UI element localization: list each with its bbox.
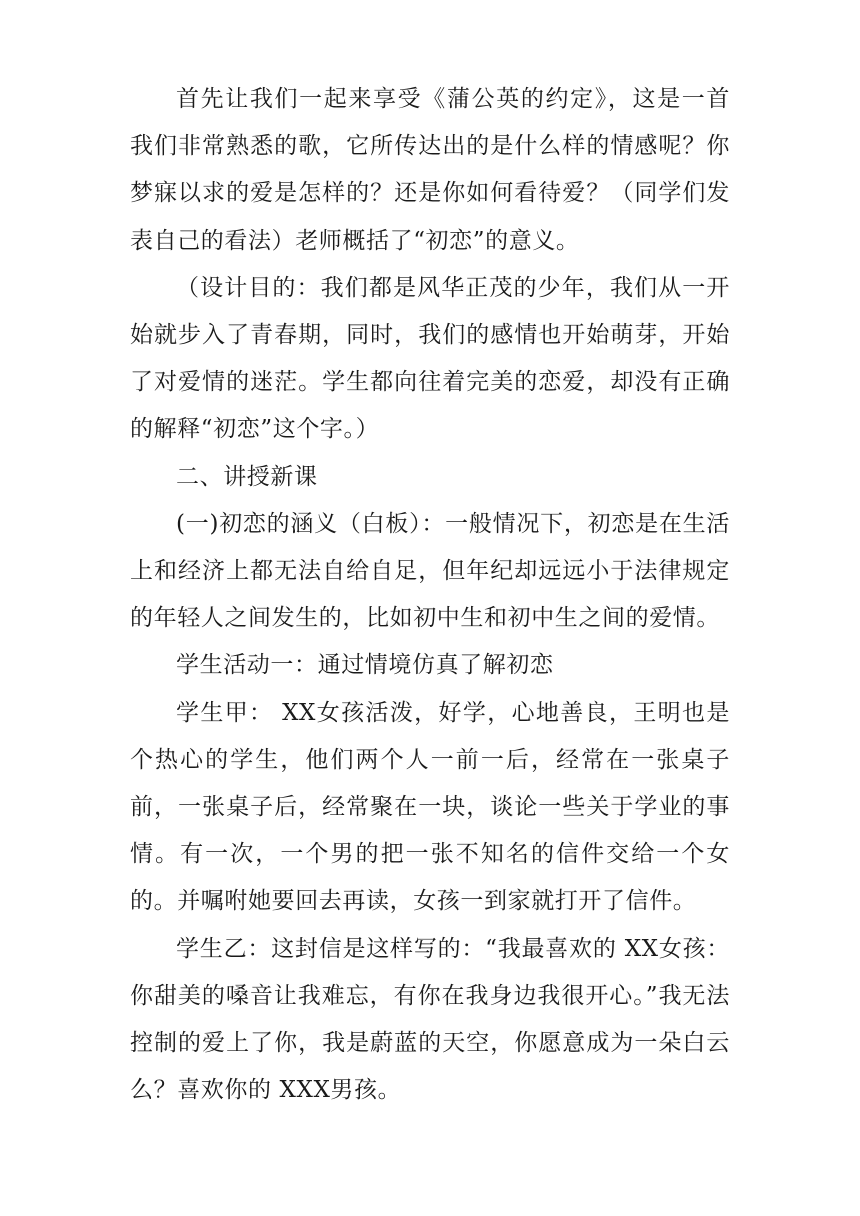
section-heading-new-lesson: 二、讲授新课 xyxy=(176,463,318,490)
paragraph-intro: 首先让我们一起来享受《蒲公英的约定》，这是一首我们非常熟悉的歌，它所传达出的是什么样的情感呢？你梦寐以求的爱是怎样的？还是你如何看待爱？（同学们发表自己的看法）老师概括了“初恋”的意义。 xyxy=(130,86,730,254)
activity-heading: 学生活动一：通过情境仿真了解初恋 xyxy=(176,652,554,679)
paragraph-student-a: 学生甲： XX女孩活泼，好学，心地善良，王明也是个热心的学生，他们两个人一前一后，经常在一张桌子前，一张桌子后，经常聚在一块，谈论一些关于学业的事情。有一次，一个男的把一张不知名的信件交给一个女的。并嘱咐她要回去再读，女孩一到家就打开了信件。 xyxy=(130,699,730,915)
paragraph-design-purpose: （设计目的：我们都是风华正茂的少年，我们从一开始就步入了青春期，同时，我们的感情也开始萌芽，开始了对爱情的迷茫。学生都向往着完美的恋爱，却没有正确的解释“初恋”这个字。） xyxy=(130,274,730,443)
paragraph-student-b: 学生乙：这封信是这样写的：“我最喜欢的 XX女孩：你甜美的嗓音让我难忘，有你在我身边我很开心。”我无法控制的爱上了你，我是蔚蓝的天空，你愿意成为一朵白云么？喜欢你的 XXX男孩。 xyxy=(130,935,730,1104)
paragraph-first-love-definition: (一)初恋的涵义（白板）：一般情况下，初恋是在生活上和经济上都无法自给自足，但年纪却远远小于法律规定的年轻人之间发生的，比如初中生和初中生之间的爱情。 xyxy=(130,510,730,632)
document-body xyxy=(130,76,730,1114)
